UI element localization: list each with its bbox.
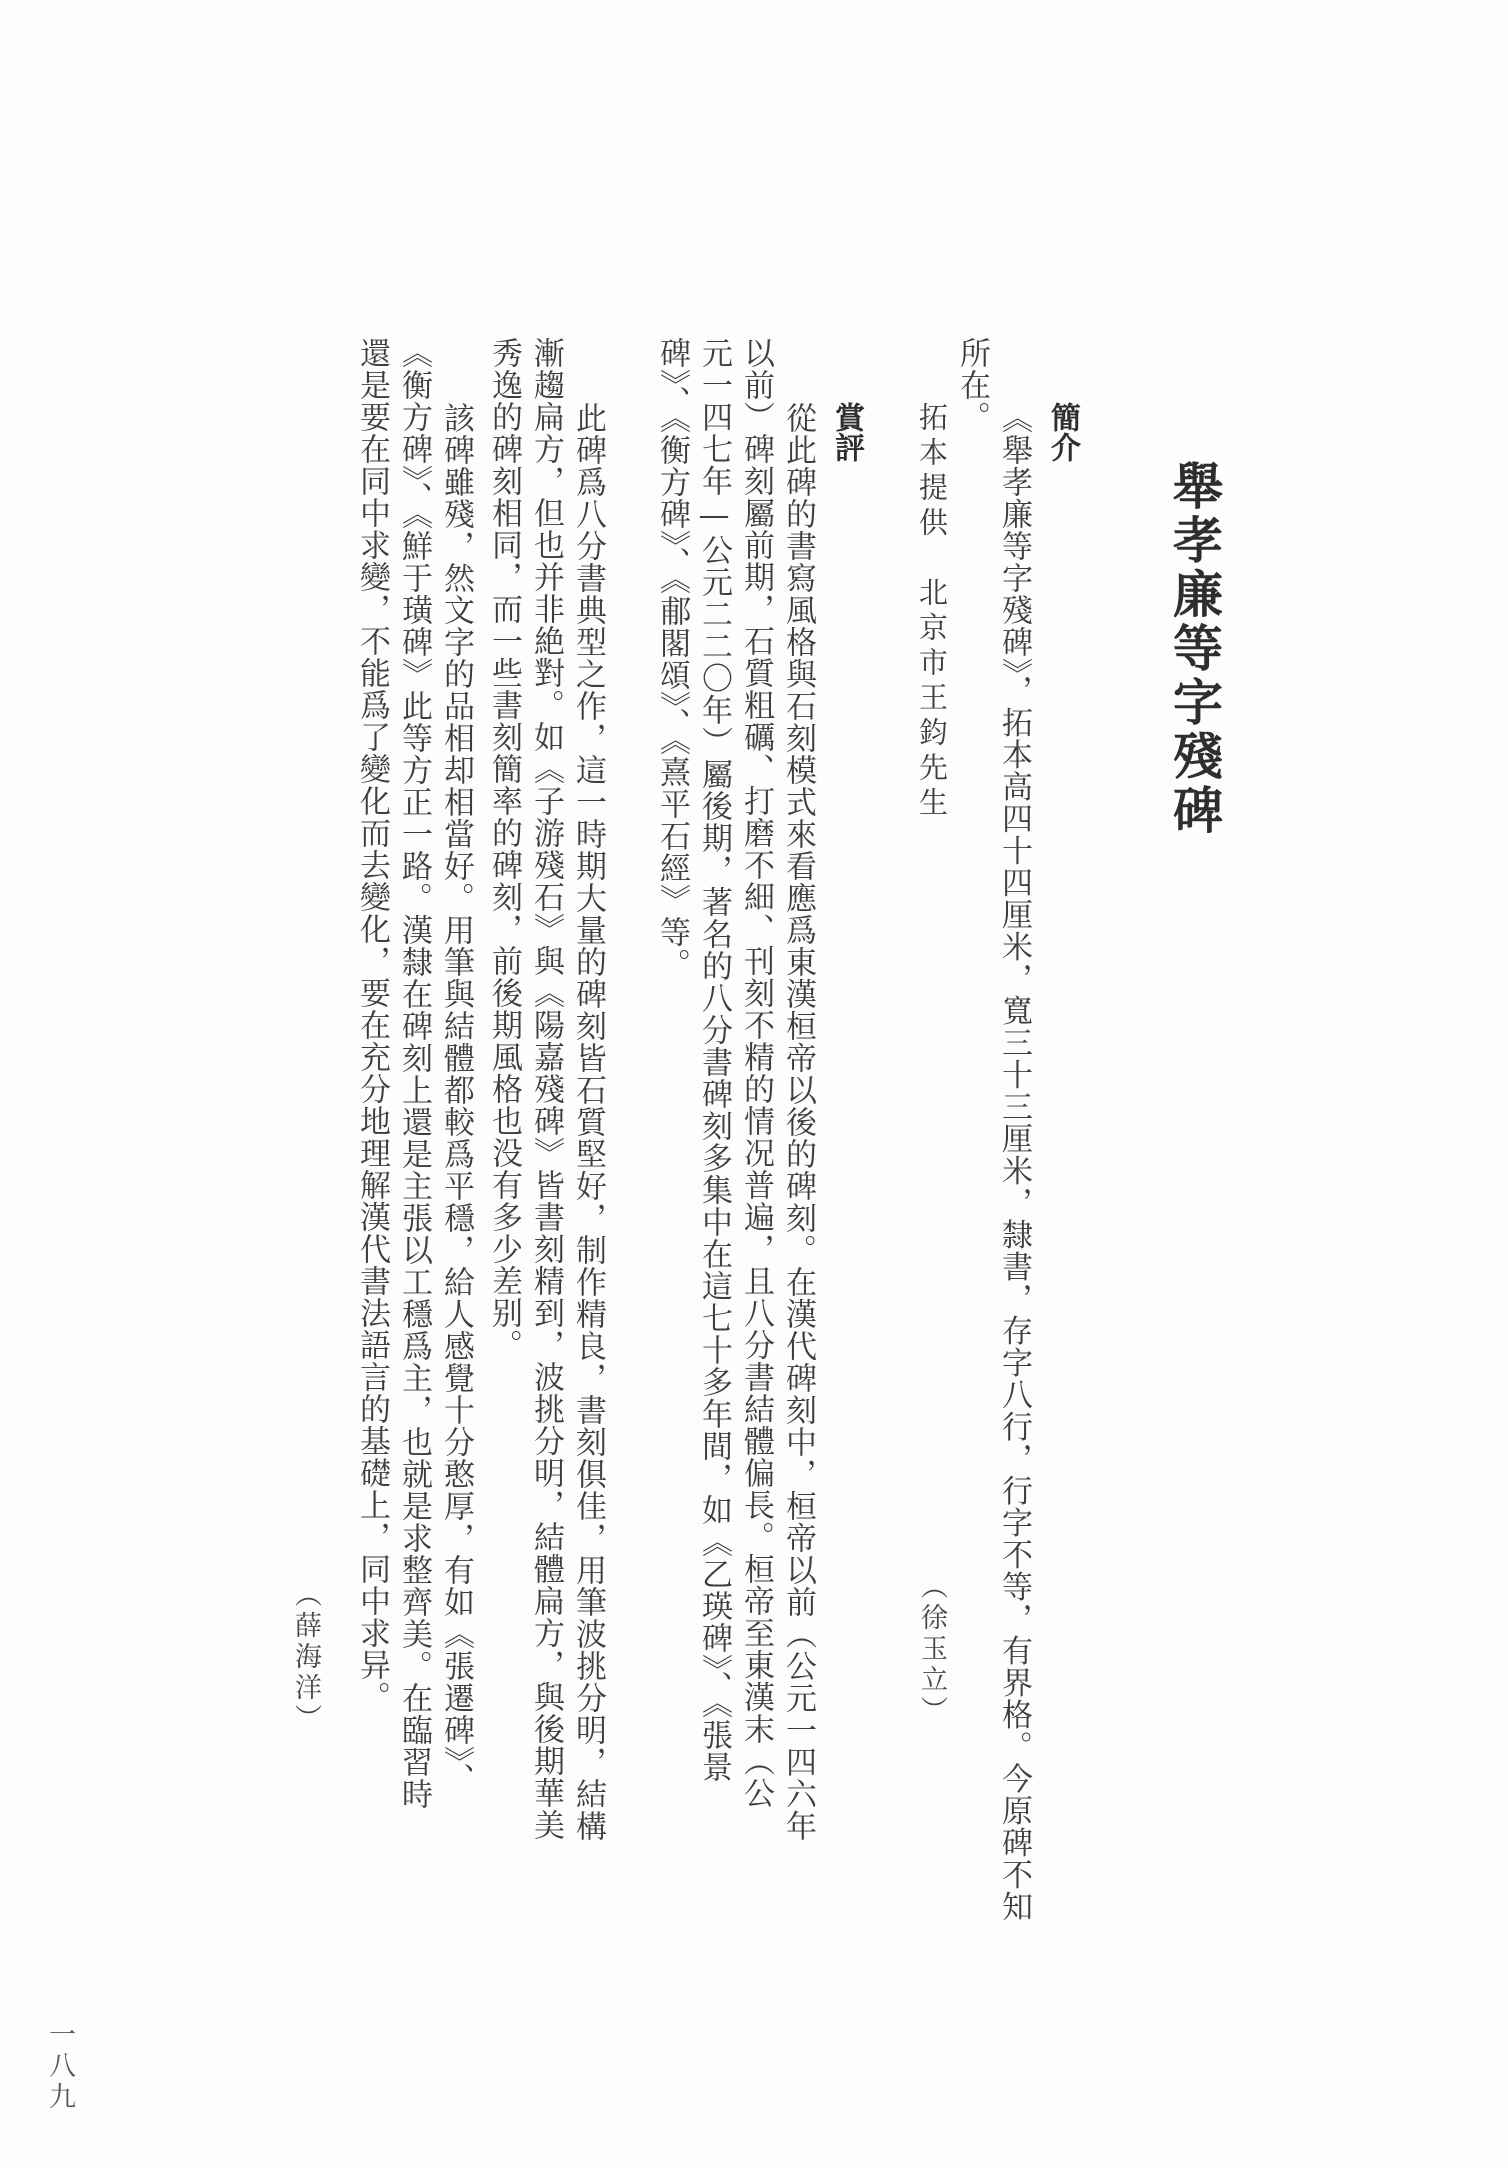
review-line-7: 秀逸的碑刻相同，而一些書刻簡率的碑刻，前後期風格也没有多少差别。 xyxy=(486,337,522,1361)
intro-heading: 簡介 xyxy=(1045,402,1080,462)
review-line-3: 元一四七年—公元二二〇年）屬後期，著名的八分書碑刻多集中在這七十多年間，如《乙瑛碑》、《張景 xyxy=(696,337,732,1783)
review-line-4: 碑》、《衡方碑》、《郙閣頌》、《熹平石經》等。 xyxy=(654,337,690,980)
intro-author: （徐玉立） xyxy=(916,1572,947,1727)
review-author: （薛海洋） xyxy=(290,1580,321,1735)
review-line-5: 此碑爲八分書典型之作，這一時期大量的碑刻皆石質堅好，制作精良，書刻俱佳，用筆波挑分明，結構 xyxy=(570,402,606,1842)
intro-line-1: 《舉孝廉等字殘碑》，拓本高四十四厘米，寬三十三厘米，隸書，存字八行，行字不等，有界格。今原碑不知 xyxy=(996,402,1032,1923)
review-heading: 賞評 xyxy=(829,402,864,462)
rubbing-credit: 拓本提供 北京市王鈞先生 xyxy=(915,402,949,822)
review-line-2: 以前）碑刻屬前期，石質粗礪、打磨不細、刊刻不精的情况普遍，且八分書結體偏長。桓帝至東漢末（公 xyxy=(738,337,774,1809)
intro-line-2: 所在。 xyxy=(954,337,990,433)
review-line-8: 該碑雖殘，然文字的品相却相當好。用筆與結體都較爲平穩，給人感覺十分憨厚，有如《張遷碑》、 xyxy=(438,402,474,1795)
review-line-10: 還是要在同中求變，不能爲了變化而去變化，要在充分地理解漢代書法語言的基礎上，同中求异。 xyxy=(354,337,390,1713)
page-number: 一八九 xyxy=(44,2020,75,2113)
review-line-9: 《衡方碑》、《鮮于璜碑》此等方正一路。漢隸在碑刻上還是主張以工穩爲主，也就是求整齊美。在臨習時 xyxy=(396,337,432,1810)
page-title: 舉孝廉等字殘碑 xyxy=(1165,460,1224,838)
review-line-6: 漸趨扁方，但也并非絶對。如《子游殘石》與《陽嘉殘碑》皆書刻精到，波挑分明，結體扁方，與後期華美 xyxy=(528,337,564,1841)
review-line-1: 從此碑的書寫風格與石刻模式來看應爲東漢桓帝以後的碑刻。在漢代碑刻中，桓帝以前（公元一四六年 xyxy=(780,402,816,1842)
